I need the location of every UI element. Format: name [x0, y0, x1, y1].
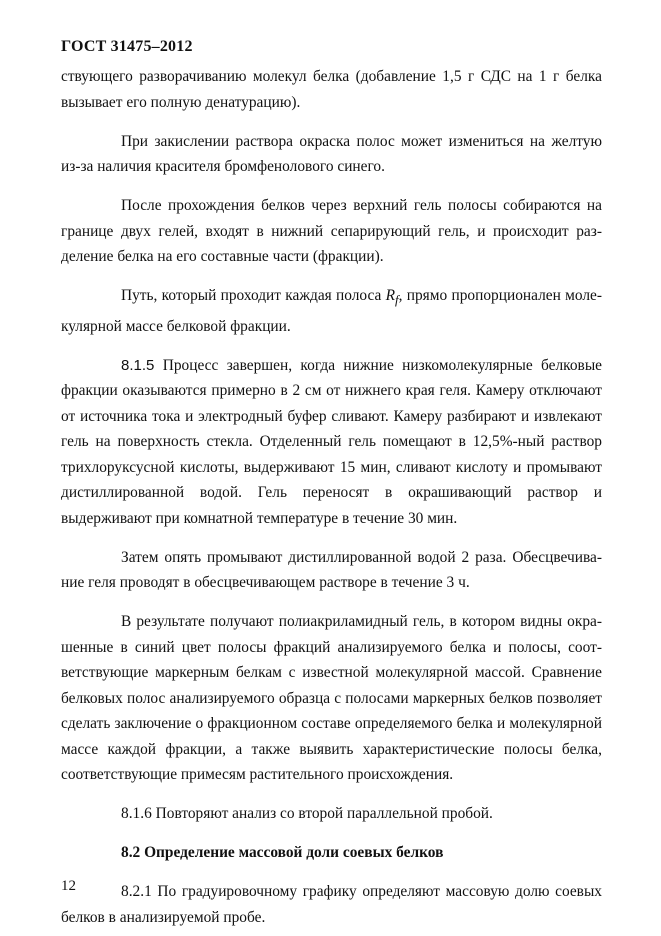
paragraph-acidification: При закислении раствора окраска полос может измениться на желтую из-за наличия красителя бромфенолового синего.: [61, 132, 602, 175]
rf-subscript: f: [395, 293, 399, 308]
paragraph-continuation: ствующего разворачиванию молекул белка (добавление 1,5 г СДС на 1 г белка вызывает его полную денатурацию).: [61, 68, 602, 111]
rf-symbol: R: [385, 287, 396, 304]
paragraph-8-2-1: 8.2.1 По градуировочному графику определяют массовую долю соевых белков в анализируемой пробе.: [61, 883, 602, 926]
section-8-1-5-text: Процесс завершен, когда нижние низкомолекулярные белковые фракции оказываются примерно в 2 см от нижнего края геля. Камеру отключают от источника тока и электродный буфер сливают. Камеру разбирают и извлекают гель на поверхность стекла. Отделенный гель помещают в 12,5%-ный раствор трихлоруксусной кислоты, выдерживают 15 мин, сливают кислоту и промывают дистиллированной водой. Гель переносят в окрашивающий раствор и выдерживают при комнатной температуре в течение 30 мин.: [61, 356, 602, 527]
paragraph-rf-path: [61, 283, 602, 339]
paragraph-8-1-5: [61, 353, 602, 532]
paragraph-gel-separation: После прохождения белков через верхний гель полосы собираются на границе двух гелей, входят в нижний сепарирующий гель, и происходит разделение белка на его составные части (фракции).: [61, 197, 602, 265]
rf-text-before: Путь, который проходит каждая полоса: [121, 287, 386, 304]
section-number-8-1-5: 8.1.5: [121, 356, 155, 374]
section-heading-8-2: 8.2 Определение массовой доли соевых белков: [121, 844, 444, 862]
body-text: [61, 64, 602, 930]
paragraph-result: В результате получают полиакриламидный гель, в котором видны окрашенные в синий цвет полосы фракций анализируемого белка и полосы, соответствующие маркерным белкам с известной молекулярной массой. Сравнение белковых полос анализируемого образца с полосами маркерных белков позволяет сделать заключение о фракционном составе определяемого белка и молекулярной массе каждой фракции, а также выявить характеристические полосы белка, соответствующие примесям растительного происхождения.: [61, 613, 602, 784]
paragraph-8-1-6: 8.1.6 Повторяют анализ со второй параллельной пробой.: [121, 805, 493, 823]
rf-text-after: , прямо пропорционален молекулярной массе белковой фракции.: [61, 287, 602, 335]
paragraph-rinse: Затем опять промывают дистиллированной водой 2 раза. Обесцвечивание геля проводят в обесцвечивающем растворе в течение 3 ч.: [61, 548, 602, 592]
page-number: 12: [61, 878, 76, 894]
standard-header: ГОСТ 31475–2012: [61, 38, 193, 55]
